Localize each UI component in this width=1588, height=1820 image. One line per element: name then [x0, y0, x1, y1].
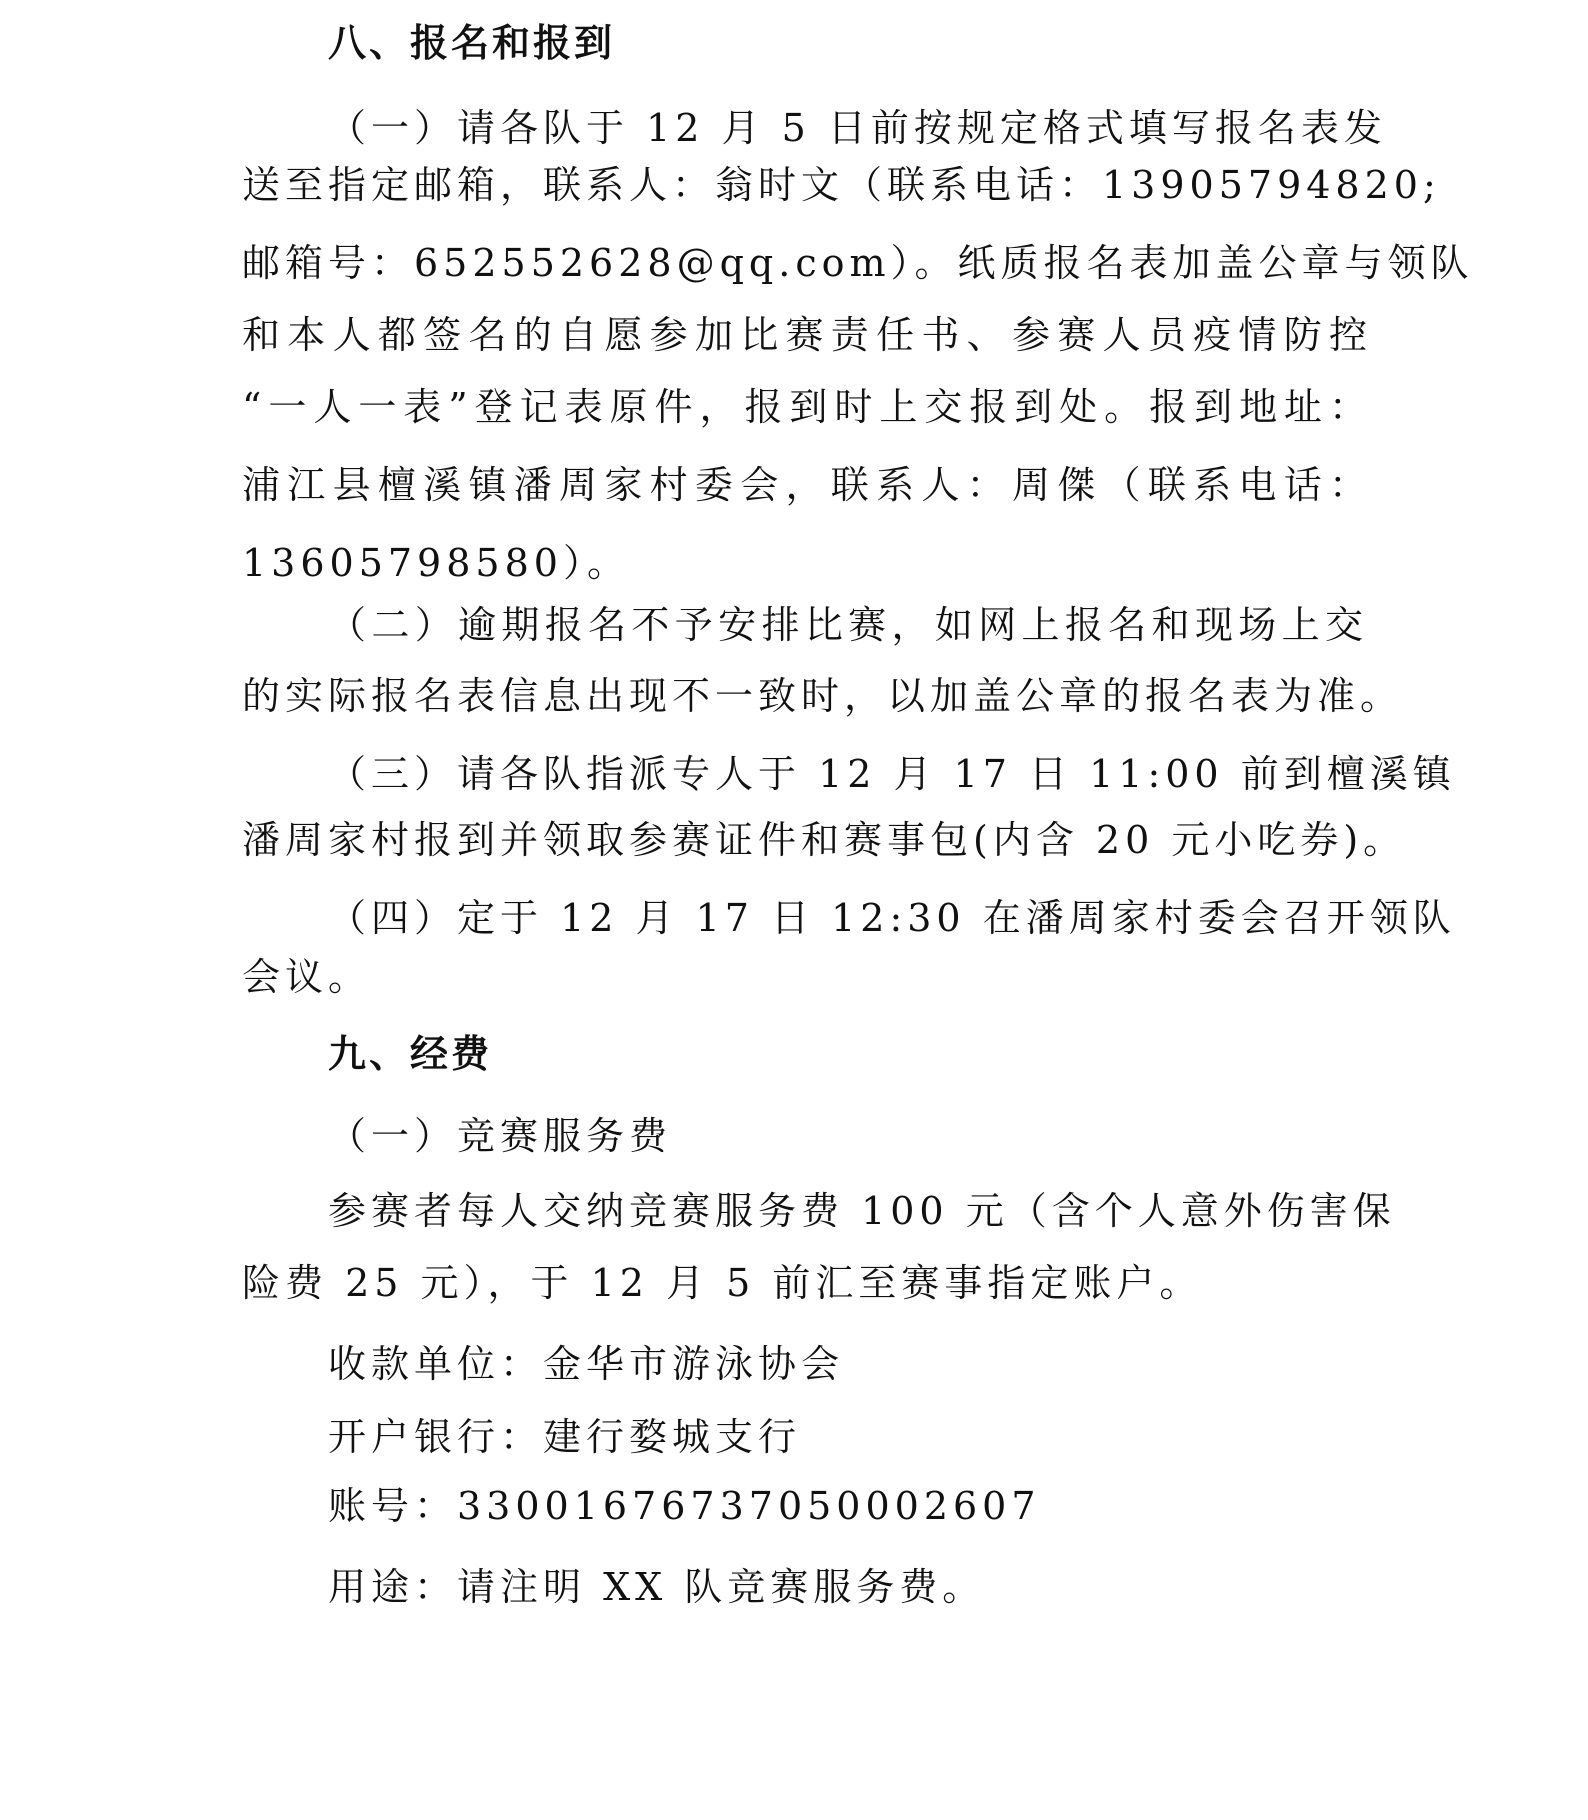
paragraph-line: 浦江县檀溪镇潘周家村委会，联系人：周傑（联系电话：: [242, 463, 1372, 507]
paragraph-line: “一人一表”登记表原件，报到时上交报到处。报到地址：: [242, 385, 1372, 429]
payee-line: 收款单位：金华市游泳协会: [328, 1342, 845, 1386]
paragraph-line: （二）逾期报名不予安排比赛，如网上报名和现场上交: [328, 603, 1368, 647]
paragraph-line: 险费 25 元），于 12 月 5 前汇至赛事指定账户。: [242, 1261, 1203, 1305]
paragraph-line: 邮箱号：652552628@qq.com）。纸质报名表加盖公章与领队: [242, 241, 1474, 285]
account-line: 账号：33001676737050002607: [328, 1484, 1041, 1528]
bank-line: 开户银行：建行婺城支行: [328, 1415, 802, 1459]
paragraph-line: （一）竞赛服务费: [328, 1114, 673, 1158]
paragraph-line: 13605798580）。: [242, 541, 630, 585]
paragraph-line: （三）请各队指派专人于 12 月 17 日 11:00 前到檀溪镇: [328, 752, 1456, 796]
paragraph-line: 送至指定邮箱，联系人：翁时文（联系电话：13905794820;: [242, 163, 1441, 207]
purpose-line: 用途：请注明 XX 队竞赛服务费。: [328, 1565, 986, 1609]
paragraph-line: 潘周家村报到并领取参赛证件和赛事包(内含 20 元小吃券)。: [242, 818, 1407, 862]
paragraph-line: 的实际报名表信息出现不一致时，以加盖公章的报名表为准。: [242, 674, 1404, 718]
section-9-heading: 九、经费: [328, 1032, 493, 1076]
paragraph-line: 参赛者每人交纳竞赛服务费 100 元（含个人意外伤害保: [328, 1189, 1396, 1233]
paragraph-line: （四）定于 12 月 17 日 12:30 在潘周家村委会召开领队: [328, 896, 1456, 940]
paragraph-line: 会议。: [242, 955, 372, 999]
section-8-heading: 八、报名和报到: [328, 21, 616, 65]
paragraph-line: （一）请各队于 12 月 5 日前按规定格式填写报名表发: [328, 106, 1387, 150]
paragraph-line: 和本人都签名的自愿参加比赛责任书、参赛人员疫情防控: [242, 313, 1372, 357]
